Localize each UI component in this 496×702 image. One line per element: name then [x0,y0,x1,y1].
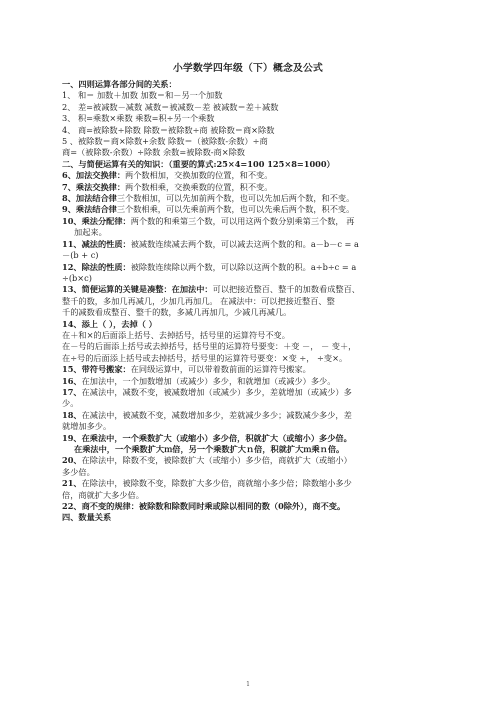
item-text: 被减数连续减去两个数，可以减去这两个数的和。a－b－c = a [130,238,359,249]
item-text: 14、添上（ ），去掉（ ） [62,318,157,329]
text-line [62,250,434,261]
text-line [62,490,434,501]
text-line [62,387,434,398]
text-line [62,102,434,113]
text-line [62,364,434,375]
text-line [62,376,434,387]
text-line [62,239,434,250]
document-body [62,60,434,524]
text-line [62,444,434,455]
text-line [62,113,434,124]
text-line [62,79,434,90]
item-text: 在除法中，被除数不变，除数扩大多少倍，商就缩小多少倍；除数缩小多少 [81,478,352,489]
text-line [62,307,434,318]
item-text: 在减法中，被减数不变，减数增加多少，差就减少多少；减数减少多少，差 [81,409,352,420]
text-line [62,398,434,409]
text-line [62,319,434,330]
item-text: 在减法中，减数不变，被减数增加（或减少）多少，差就增加（或减少）多 [81,386,352,397]
item-heading: 12、除法的性质： [62,261,131,272]
item-heading: 8、加法结合律 [62,193,117,204]
item-text: 整千的数，多加几再减几，少加几再加几。 在减法中：可以把接近整百、整 [62,295,335,306]
text-line [62,467,434,478]
item-text: 一、四则运算各部分间的关系： [62,79,177,89]
page-title: 小学数学四年级（下）概念及公式 [173,63,323,74]
item-heading: 10、乘法分配律： [62,215,131,226]
item-text: －(b + c) [62,250,99,261]
item-text: 在同级运算中，可以带着数前面的运算符号搬家。 [130,364,311,375]
item-heading: 9、乘法结合律 [62,204,117,215]
item-heading: 21、 [62,478,82,489]
item-text: 商=（被除数-余数）÷除数 余数=被除数-商×除数 [62,147,245,158]
page-number: 1 [246,681,250,688]
text-line [62,273,434,284]
item-text: 3、 积=乘数×乘数 乘数=积÷另一个乘数 [62,113,215,124]
item-heading: 20、 [62,455,82,466]
text-line [62,421,434,432]
item-text: 倍，商就扩大多少倍。 [62,489,144,500]
text-line [62,296,434,307]
text-line [62,170,434,181]
item-text: 两个数相乘，交换乘数的位置，积不变。 [125,181,273,192]
text-line [62,147,434,158]
item-text: 在＋和×的后面添上括号、去掉括号，括号里的运算符号不变。 [62,329,290,340]
item-text: 少。 [62,398,79,409]
item-text: 多少倍。 [62,466,95,477]
text-line [62,204,434,215]
text-line [62,478,434,489]
item-text: 两个数的和乘第三个数，可以用这两个数分别乘第三个数， 再 [130,215,355,226]
text-line [62,227,434,238]
item-text: ÷(b×c) [62,272,92,283]
item-text: 1、 和＝ 加数＋加数 加数＝和－另一个加数 [62,90,223,101]
item-text: 三个数相加，可以先加前两个数，也可以先加后两个数，和不变。 [116,193,355,204]
text-line [62,262,434,273]
text-line [62,341,434,352]
item-heading: 17、 [62,386,82,397]
text-line [62,433,434,444]
item-text: 5 、被除数＝商×除数+余数 除数＝（被除数-余数）÷商 [62,136,268,147]
item-text: 两个数相加，交换加数的位置，和不变。 [125,170,273,181]
item-text: 在－号的后面添上括号或去掉括号，括号里的运算符号要变：＋变 －， － 变＋， [62,341,357,352]
item-text: 二、与简便运算有关的知识：（重要的算式:25×4=100 125×8=1000） [62,158,335,169]
item-text: 在加法中，一个加数增加（或减少）多少，和就增加（或减少）多少。 [81,375,336,386]
item-heading: 18、 [62,409,82,420]
text-line [62,90,434,101]
item-text: 千的减数看成整百、整千的数，多减几再加几，少减几再减几。 [62,307,292,318]
item-text: 被除数连续除以两个数，可以除以这两个数的积。a÷b÷c = a [130,261,357,272]
item-text: 4、 商=被除数÷除数 除数＝被除数÷商 被除数＝商×除数 [62,124,275,135]
item-text: 19、在乘法中，一个乘数扩大（或缩小）多少倍，积就扩大（或缩小）多少倍。 [62,432,352,443]
item-text: 可以把接近整百、整千的加数看成整百、 [212,284,360,295]
item-text: 在乘法中，一个乘数扩大ｍ倍，另一个乘数扩大ｎ倍，积就扩大ｍ乘ｎ倍。 [74,444,345,454]
text-line [62,182,434,193]
text-line [62,284,434,295]
item-text: 加起来。 [74,227,107,238]
text-line [62,216,434,227]
item-heading: 7、乘法交换律： [62,181,126,192]
item-text: 在除法中，除数不变，被除数扩大（或缩小）多少倍，商就扩大（或缩小） [81,455,352,466]
text-line [62,136,434,147]
item-text: 2、 差=被减数－减数 减数＝被减数－差 被减数＝差＋减数 [62,101,279,112]
item-heading: 11、减法的性质： [62,238,131,249]
item-heading: 15、带符号搬家： [62,364,131,375]
item-heading: 6、加法交换律： [62,170,126,181]
text-line [62,353,434,364]
text-line [62,455,434,466]
text-line [62,512,434,523]
item-text: 在÷号的后面添上括号或去掉括号，括号里的运算符号要变：×变 ÷， ÷变×。 [62,352,348,363]
text-line [62,501,434,512]
item-heading: 13、简便运算的关键是凑整：在加法中： [62,284,213,295]
text-line [62,159,434,170]
text-line [62,125,434,136]
item-text: 22、商不变的规律：被除数和除数同时乘或除以相同的数（0除外），商不变。 [62,501,346,512]
item-text: 四、数量关系 [62,512,112,523]
text-line [62,193,434,204]
text-line [62,410,434,421]
text-lines [62,79,434,524]
text-line [62,330,434,341]
item-text: 三个数相乘，可以先乘前两个数，也可以先乘后两个数，积不变。 [116,204,355,215]
item-text: 就增加多少。 [62,421,112,432]
item-heading: 16、 [62,375,82,386]
